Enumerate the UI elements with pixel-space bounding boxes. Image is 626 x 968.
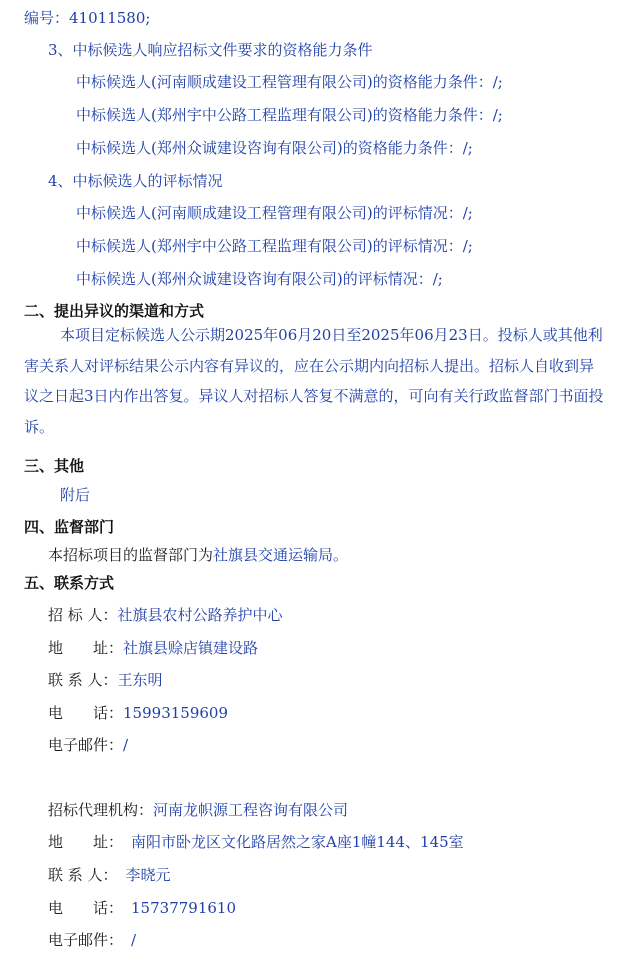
qualification-item: 中标候选人(郑州众诚建设咨询有限公司)的资格能力条件：/; xyxy=(76,139,473,157)
agency-address-label: 地 址： xyxy=(48,833,124,851)
agency-phone-label: 电 话： xyxy=(48,899,124,917)
evaluation-item: 中标候选人(郑州宇中公路工程监理有限公司)的评标情况：/; xyxy=(76,237,473,255)
tenderer-name-label: 招 标 人： xyxy=(48,606,118,624)
evaluation-item: 中标候选人(河南顺成建设工程管理有限公司)的评标情况：/; xyxy=(76,204,473,222)
agency-email: / xyxy=(131,931,137,949)
tenderer-contact-row xyxy=(48,670,163,690)
agency-email-row xyxy=(48,930,136,950)
section4-body-prefix: 本招标项目的监督部门为 xyxy=(48,546,214,564)
agency-contact-label: 联 系 人： xyxy=(48,866,118,884)
agency-contact-row xyxy=(48,865,171,885)
agency-phone-row xyxy=(48,898,236,918)
tenderer-phone-row xyxy=(48,703,228,723)
section2-heading: 二、提出异议的渠道和方式 xyxy=(24,302,205,320)
agency-name: 河南龙帜源工程咨询有限公司 xyxy=(153,801,349,819)
tenderer-name-row xyxy=(48,605,283,625)
qualification-item: 中标候选人(河南顺成建设工程管理有限公司)的资格能力条件：/; xyxy=(76,73,503,91)
tenderer-name: 社旗县农村公路养护中心 xyxy=(117,606,283,624)
tenderer-contact: 王东明 xyxy=(117,671,163,689)
tenderer-phone-label: 电 话： xyxy=(48,704,124,722)
section4-body xyxy=(48,545,348,565)
section3-heading: 三、其他 xyxy=(24,457,85,475)
tenderer-phone: 15993159609 xyxy=(123,704,228,722)
agency-contact: 李晓元 xyxy=(125,866,171,884)
agency-address-row xyxy=(48,832,464,852)
tenderer-contact-label: 联 系 人： xyxy=(48,671,118,689)
supervision-department: 社旗县交通运输局。 xyxy=(213,546,349,564)
agency-phone: 15737791610 xyxy=(131,899,236,917)
section2-paragraph xyxy=(24,320,608,442)
section3-body: 附后 xyxy=(60,486,91,504)
code-label: 编号： xyxy=(24,9,70,27)
tenderer-address-label: 地 址： xyxy=(48,639,124,657)
section5-heading: 五、联系方式 xyxy=(24,574,115,592)
evaluation-heading: 4、中标候选人的评标情况 xyxy=(48,172,223,190)
evaluation-item: 中标候选人(郑州众诚建设咨询有限公司)的评标情况：/; xyxy=(76,270,443,288)
qualifications-heading: 3、中标候选人响应招标文件要求的资格能力条件 xyxy=(48,41,373,59)
qualification-item: 中标候选人(郑州宇中公路工程监理有限公司)的资格能力条件：/; xyxy=(76,106,503,124)
section2-body: 本项目定标候选人公示期2025年06月20日至2025年06月23日。投标人或其他利害关系人对评标结果公示内容有异议的，应在公示期内向招标人提出。招标人自收到异议之日起3日内作出答复。异议人对招标人答复不满意的，可向有关行政监督部门书面投诉。 xyxy=(24,326,604,436)
tenderer-address: 社旗县赊店镇建设路 xyxy=(123,639,259,657)
agency-address: 南阳市卧龙区文化路居然之家A座1幢144、145室 xyxy=(131,833,464,851)
code-line xyxy=(24,8,150,28)
tenderer-address-row xyxy=(48,638,258,658)
tenderer-email: / xyxy=(123,736,129,754)
section4-heading: 四、监督部门 xyxy=(24,518,115,536)
agency-name-row xyxy=(48,800,348,820)
tenderer-email-label: 电子邮件： xyxy=(48,736,124,754)
agency-email-label: 电子邮件： xyxy=(48,931,124,949)
code-value: 41011580; xyxy=(69,9,151,27)
agency-name-label: 招标代理机构： xyxy=(48,801,154,819)
tenderer-email-row xyxy=(48,735,128,755)
